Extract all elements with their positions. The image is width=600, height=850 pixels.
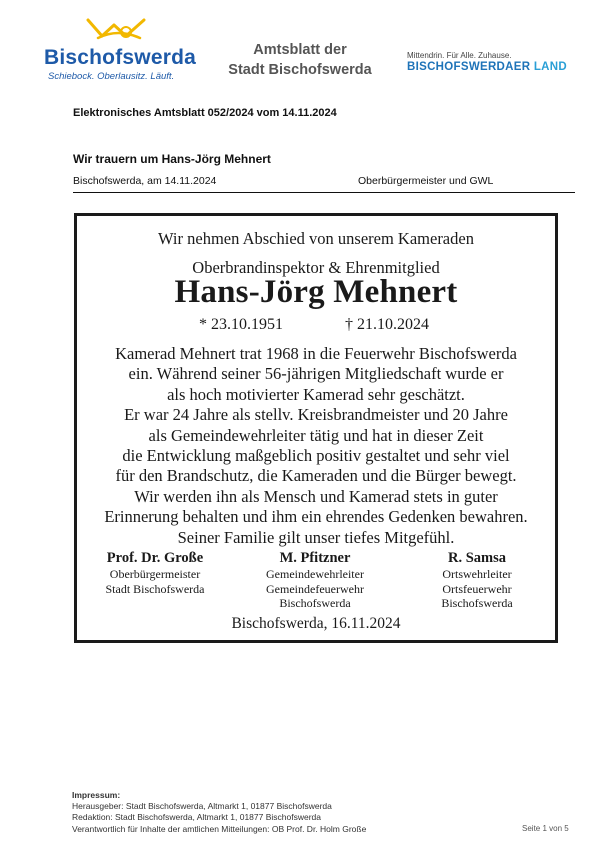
obituary-text-line: Wir werden ihn als Mensch und Kamerad stets in guter: [134, 486, 498, 506]
signatory: [240, 550, 390, 611]
gazette-title-line2: Stadt Bischofswerda: [228, 62, 372, 78]
logo-swirl-icon: [84, 16, 154, 46]
obituary-text-line: für den Brandschutz, die Kameraden und die Bürger bewegt.: [115, 466, 517, 486]
signatory-role: Bischofswerda: [441, 596, 513, 610]
gazette-title-line1: Amtsblatt der: [253, 42, 347, 58]
obituary-text-line: Seiner Familie gilt unser tiefes Mitgefühl.: [177, 527, 455, 547]
signatory-name: M. Pfitzner: [279, 550, 351, 566]
obituary-text-line: Erinnerung behalten und ihm ein ehrendes Gedenken bewahren.: [104, 507, 528, 527]
birth-date: * 23.10.1951: [199, 316, 283, 333]
document-reference: Elektronisches Amtsblatt 052/2024 vom 14.11.2024: [73, 107, 337, 119]
signatory-role: Oberbürgermeister: [109, 567, 201, 581]
obituary-text-line: als Gemeindewehrleiter tätig und hat in dieser Zeit: [148, 425, 484, 445]
signatory-role: Gemeindewehrleiter: [266, 567, 364, 581]
death-date: † 21.10.2024: [345, 316, 429, 333]
obituary-text: [83, 344, 549, 548]
signatory-role: Stadt Bischofswerda: [105, 581, 205, 596]
imprint: [72, 790, 577, 835]
signatory-role: Ortswehrleiter: [442, 567, 512, 581]
signatory-role: Bischofswerda: [279, 596, 351, 610]
notice-issuer: Oberbürgermeister und GWL: [358, 175, 494, 187]
region-name-accent: LAND: [533, 61, 567, 73]
obituary-name: Hans-Jörg Mehnert: [174, 274, 458, 310]
signatory-name: Prof. Dr. Große: [106, 550, 204, 566]
signatories: [77, 550, 555, 610]
signatory: [402, 550, 552, 611]
region-name: [407, 61, 587, 73]
obituary-text-line: Er war 24 Jahre als stellv. Kreisbrandmeister und 20 Jahre: [124, 405, 508, 425]
obituary-text-line: Kamerad Mehnert trat 1968 in die Feuerwehr Bischofswerda: [115, 344, 517, 363]
imprint-line: Verantwortlich für Inhalte der amtlichen Mitteilungen: OB Prof. Dr. Holm Große: [72, 823, 367, 834]
obituary-text-line: ein. Während seiner 56-jährigen Mitgliedschaft wurde er: [128, 364, 504, 384]
region-tagline: Mittendrin. Für Alle. Zuhause.: [407, 51, 512, 60]
imprint-line: Herausgeber: Stadt Bischofswerda, Altmarkt 1, 01877 Bischofswerda: [72, 801, 332, 812]
region-logo: [407, 51, 587, 73]
bischofswerda-logo: [44, 16, 194, 82]
page-number: Seite 1 von 5: [522, 824, 569, 833]
obituary-text-line: die Entwicklung maßgeblich positiv gestaltet und sehr viel: [122, 446, 510, 466]
signatory-role: Ortsfeuerwehr: [442, 581, 512, 596]
imprint-line: Redaktion: Stadt Bischofswerda, Altmarkt 1, 01877 Bischofswerda: [72, 812, 321, 823]
signatory-name: R. Samsa: [447, 550, 506, 566]
signatory-role: Gemeindefeuerwehr: [266, 581, 364, 596]
notice-place-date: Bischofswerda, am 14.11.2024: [73, 175, 217, 187]
obituary-rank: Oberbrandinspektor & Ehrenmitglied: [192, 258, 440, 277]
obituary-box: [74, 213, 558, 643]
notice-title: Wir trauern um Hans-Jörg Mehnert: [73, 152, 271, 166]
signatory: [80, 550, 230, 596]
region-name-main: BISCHOFSWERDAER: [407, 61, 531, 73]
imprint-title: Impressum:: [72, 790, 121, 800]
obituary-place-date: Bischofswerda, 16.11.2024: [231, 615, 401, 632]
notice-meta: [73, 175, 575, 193]
logo-slogan: Schiebock. Oberlausitz. Läuft.: [48, 71, 175, 82]
obituary-intro: Wir nehmen Abschied von unserem Kameraden: [158, 229, 474, 248]
obituary-text-line: als hoch motivierter Kamerad sehr geschätzt.: [167, 384, 465, 404]
gazette-title: [205, 40, 395, 80]
logo-city-name: Bischofswerda: [44, 46, 196, 69]
